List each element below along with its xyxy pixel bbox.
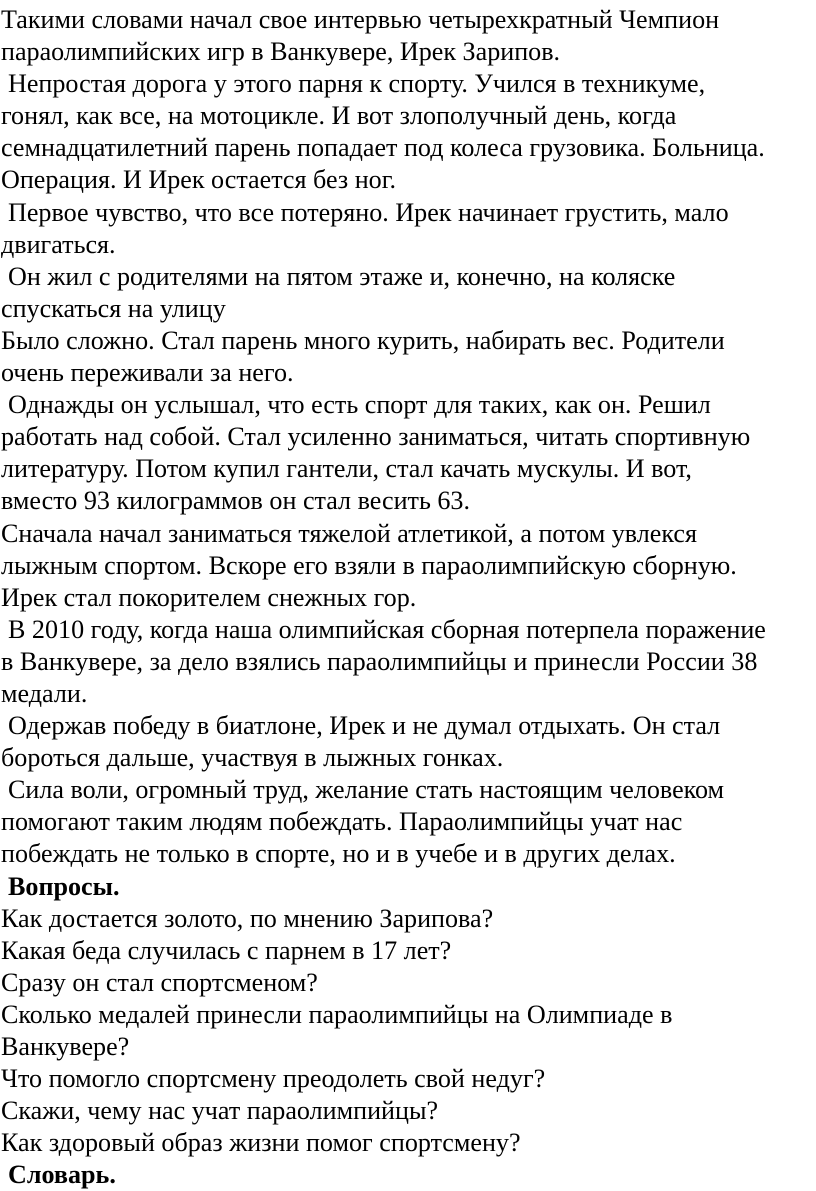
- question-item: Ванкувере?: [1, 1032, 130, 1061]
- text-line: параолимпийских игр в Ванкувере, Ирек Зарипов.: [1, 37, 561, 67]
- text-line: Однажды он услышал, что есть спорт для таких, как он. Решил: [8, 390, 711, 420]
- text-line: Сначала начал заниматься тяжелой атлетикой, а потом увлекся: [1, 518, 697, 548]
- questions-section: [1, 871, 816, 1160]
- paragraph-sport-discovery: [1, 389, 816, 517]
- text-line: Такими словами начал свое интервью четырехкратный Чемпион: [1, 5, 720, 34]
- text-line: двигаться.: [1, 229, 116, 259]
- paragraph-first-feeling: [1, 197, 816, 261]
- text-line: Непростая дорога у этого парня к спорту. Учился в техникуме,: [8, 69, 706, 99]
- question-item: Как достается золото, по мнению Зарипова?: [1, 903, 494, 933]
- text-line: очень переживали за него.: [1, 358, 294, 388]
- text-line: бороться дальше, участвуя в лыжных гонках.: [1, 743, 504, 773]
- questions-heading: Вопросы.: [8, 871, 120, 901]
- text-line: побеждать не только в спорте, но и в учебе и в других делах.: [1, 839, 676, 869]
- question-item: Сколько медалей принесли параолимпийцы на Олимпиаде в: [1, 999, 673, 1029]
- text-line: Первое чувство, что все потеряно. Ирек начинает грустить, мало: [8, 197, 729, 227]
- paragraph-accident: [1, 68, 816, 196]
- text-line: работать над собой. Стал усиленно заниматься, читать спортивную: [1, 422, 751, 452]
- intro-paragraph: [1, 4, 816, 68]
- text-line: спускаться на улицу: [1, 293, 226, 323]
- paragraph-athletics: [1, 518, 816, 614]
- text-line: вместо 93 килограммов он стал весить 63.: [1, 486, 470, 516]
- paragraph-vancouver-2010: [1, 614, 816, 710]
- text-line: медали.: [1, 678, 88, 708]
- vocabulary-section: [1, 1159, 816, 1191]
- text-line: Он жил с родителями на пятом этаже и, конечно, на коляске: [8, 261, 676, 291]
- vocabulary-heading: Словарь.: [8, 1160, 116, 1190]
- text-line: Одержав победу в биатлоне, Ирек и не думал отдыхать. Он стал: [8, 711, 721, 741]
- text-line: семнадцатилетний парень попадает под колеса грузовика. Больница.: [1, 133, 765, 163]
- text-line: В 2010 году, когда наша олимпийская сборная потерпела поражение: [8, 614, 766, 644]
- text-line: лыжным спортом. Вскоре его взяли в параолимпийскую сборную.: [1, 550, 737, 580]
- text-line: Ирек стал покорителем снежных гор.: [1, 582, 417, 612]
- question-item: Что помогло спортсмену преодолеть свой недуг?: [1, 1064, 546, 1094]
- text-line: в Ванкувере, за дело взялись параолимпийцы и принесли России 38: [1, 646, 758, 676]
- text-line: литературу. Потом купил гантели, стал качать мускулы. И вот,: [1, 454, 692, 484]
- paragraph-biathlon: [1, 710, 816, 774]
- text-line: гонял, как все, на мотоцикле. И вот злополучный день, когда: [1, 101, 677, 131]
- question-item: Сразу он стал спортсменом?: [1, 967, 318, 997]
- paragraph-difficult: [1, 325, 816, 389]
- text-line: Было сложно. Стал парень много курить, набирать вес. Родители: [1, 325, 725, 355]
- text-line: Операция. И Ирек остается без ног.: [1, 165, 396, 195]
- text-line: помогают таким людям побеждать. Параолимпийцы учат нас: [1, 807, 683, 837]
- question-item: Какая беда случилась с парнем в 17 лет?: [1, 935, 452, 965]
- paragraph-fifth-floor: [1, 261, 816, 325]
- paragraph-willpower: [1, 774, 816, 870]
- question-item: Как здоровый образ жизни помог спортсмену?: [1, 1128, 521, 1158]
- text-line: Сила воли, огромный труд, желание стать настоящим человеком: [8, 775, 725, 805]
- question-item: Скажи, чему нас учат параолимпийцы?: [1, 1096, 439, 1126]
